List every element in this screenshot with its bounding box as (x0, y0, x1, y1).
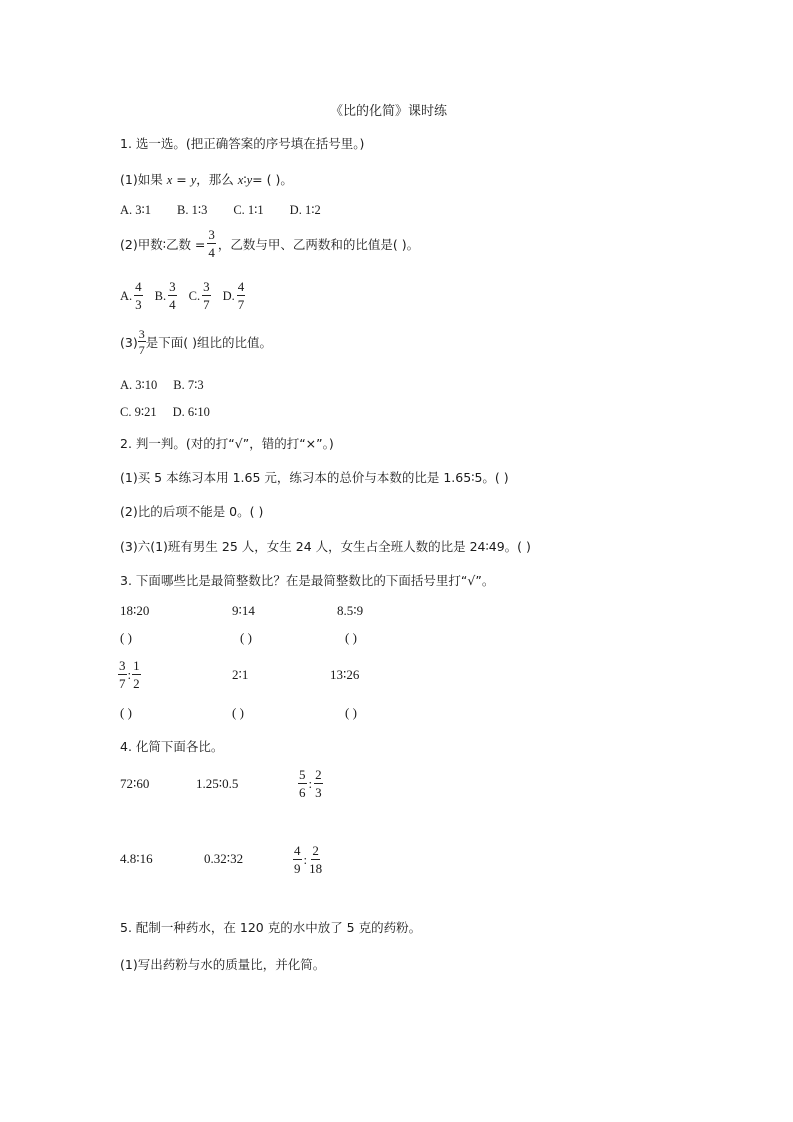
fraction (134, 280, 143, 312)
q1-p1-prefix: (1)如果 (120, 172, 163, 187)
fraction (309, 844, 322, 876)
ratio-item-fraction (298, 768, 323, 800)
denominator: 4 (208, 245, 215, 260)
ratio-item: 1.25∶0.5 (196, 776, 239, 791)
denominator: 7 (237, 297, 245, 312)
answer-blank: = ( )。 (252, 172, 293, 187)
answer-blank: ( ) (120, 705, 132, 720)
answer-blank: ( ) (232, 705, 244, 720)
answer-blank: ( ) (240, 630, 252, 645)
denominator: 6 (299, 785, 306, 800)
ratio-item: 18∶20 (120, 603, 150, 618)
numerator: 5 (299, 767, 306, 782)
numerator: 3 (203, 279, 210, 294)
ratio-item-fraction (118, 659, 141, 691)
var-y: y (190, 173, 197, 187)
fraction (293, 844, 302, 876)
option-b: B. 1∶3 (177, 203, 208, 217)
q1-p3-suffix: 是下面( )组比的比值。 (145, 335, 272, 350)
option-d: D. 6∶10 (172, 405, 210, 419)
equals: = (172, 172, 191, 187)
numerator: 4 (294, 843, 301, 858)
fraction (202, 280, 211, 312)
ratio-item: 9∶14 (232, 603, 255, 618)
q2-item-3: (3)六(1)班有男生 25 人，女生 24 人，女生占全班人数的比是 24∶49。( ) (120, 539, 531, 554)
q1-part3-question (120, 328, 272, 356)
ratio-item: 2∶1 (232, 667, 249, 682)
ratio-item: 72∶60 (120, 776, 150, 791)
option-a: A. 3∶1 (120, 203, 152, 217)
denominator: 7 (119, 676, 126, 691)
ratio-item: 13∶26 (330, 667, 360, 682)
page-title: 《比的化简》课时练 (330, 104, 448, 119)
q1-part3-options-row1 (120, 377, 226, 393)
denominator: 2 (133, 676, 140, 691)
colon: ∶ (243, 172, 247, 187)
q2-item-1: (1)买 5 本练习本用 1.65 元，练习本的总价与本数的比是 1.65∶5。( ) (120, 470, 509, 485)
numerator: 2 (315, 767, 322, 782)
option-label: B. (154, 288, 167, 303)
option-c (189, 280, 213, 312)
var-y: y (246, 173, 253, 187)
answer-blank: ( ) (120, 630, 132, 645)
q1-part1-question (120, 170, 293, 188)
numerator: 4 (237, 279, 245, 294)
option-a (120, 280, 145, 312)
q1-p3-prefix: (3) (120, 334, 138, 350)
q1-part3-options-row2 (120, 404, 232, 420)
denominator: 18 (309, 861, 323, 876)
option-label: C. (188, 288, 201, 303)
denominator: 7 (138, 343, 145, 357)
ratio-item-fraction (293, 844, 322, 876)
denominator: 9 (294, 861, 301, 876)
q3-heading: 3. 下面哪些比是最简整数比？在是最简整数比的下面括号里打“√”。 (120, 573, 495, 588)
answer-blank: ( ) (345, 630, 357, 645)
q1-part1-options (120, 202, 343, 218)
numerator: 3 (169, 279, 176, 294)
denominator: 3 (315, 785, 322, 800)
colon: : (308, 776, 313, 791)
denominator: 3 (135, 297, 142, 312)
q2-heading: 2. 判一判。(对的打“√”，错的打“×”。) (120, 436, 334, 451)
var-x: x (166, 173, 173, 187)
option-b: B. 7∶3 (173, 378, 204, 392)
numerator: 3 (138, 327, 145, 341)
q1-heading: 1. 选一选。(把正确答案的序号填在括号里。) (120, 136, 365, 151)
option-a: A. 3∶10 (120, 378, 158, 392)
q1-part2-question (120, 228, 419, 260)
fraction (168, 280, 177, 312)
option-label: D. (222, 288, 235, 303)
q5-heading: 5. 配制一种药水，在 120 克的水中放了 5 克的药粉。 (120, 920, 422, 935)
numerator: 3 (119, 658, 126, 673)
option-b (155, 280, 179, 312)
fraction (118, 659, 127, 691)
q4-heading: 4. 化简下面各比。 (120, 739, 224, 754)
q1-p1-mid: ，那么 (196, 172, 234, 187)
var-x: x (237, 173, 244, 187)
fraction (237, 280, 246, 312)
ratio-item: 8.5∶9 (337, 603, 364, 618)
colon: : (127, 667, 132, 682)
q1-part2-options (120, 280, 257, 312)
option-d (223, 280, 248, 312)
numerator: 3 (208, 227, 215, 242)
q1-p2-suffix: ，乙数与甲、乙两数和的比值是( )。 (217, 237, 420, 252)
ratio-item: 0.32∶32 (204, 851, 244, 866)
option-label: A. (120, 288, 133, 303)
option-c: C. 9∶21 (120, 405, 157, 419)
denominator: 4 (169, 297, 176, 312)
fraction (207, 228, 216, 260)
fraction (314, 768, 323, 800)
q1-p2-prefix: (2)甲数∶乙数 = (120, 237, 206, 252)
option-c: C. 1∶1 (233, 203, 264, 217)
colon: : (303, 852, 308, 867)
fraction (132, 659, 141, 691)
q5-part1: (1)写出药粉与水的质量比，并化简。 (120, 957, 326, 972)
numerator: 2 (312, 843, 319, 858)
fraction (298, 768, 307, 800)
fraction (138, 328, 146, 356)
q2-item-2: (2)比的后项不能是 0。( ) (120, 504, 264, 519)
numerator: 1 (133, 658, 140, 673)
denominator: 7 (203, 297, 210, 312)
ratio-item: 4.8∶16 (120, 851, 153, 866)
answer-blank: ( ) (345, 705, 357, 720)
option-d: D. 1∶2 (289, 203, 321, 217)
numerator: 4 (135, 279, 142, 294)
